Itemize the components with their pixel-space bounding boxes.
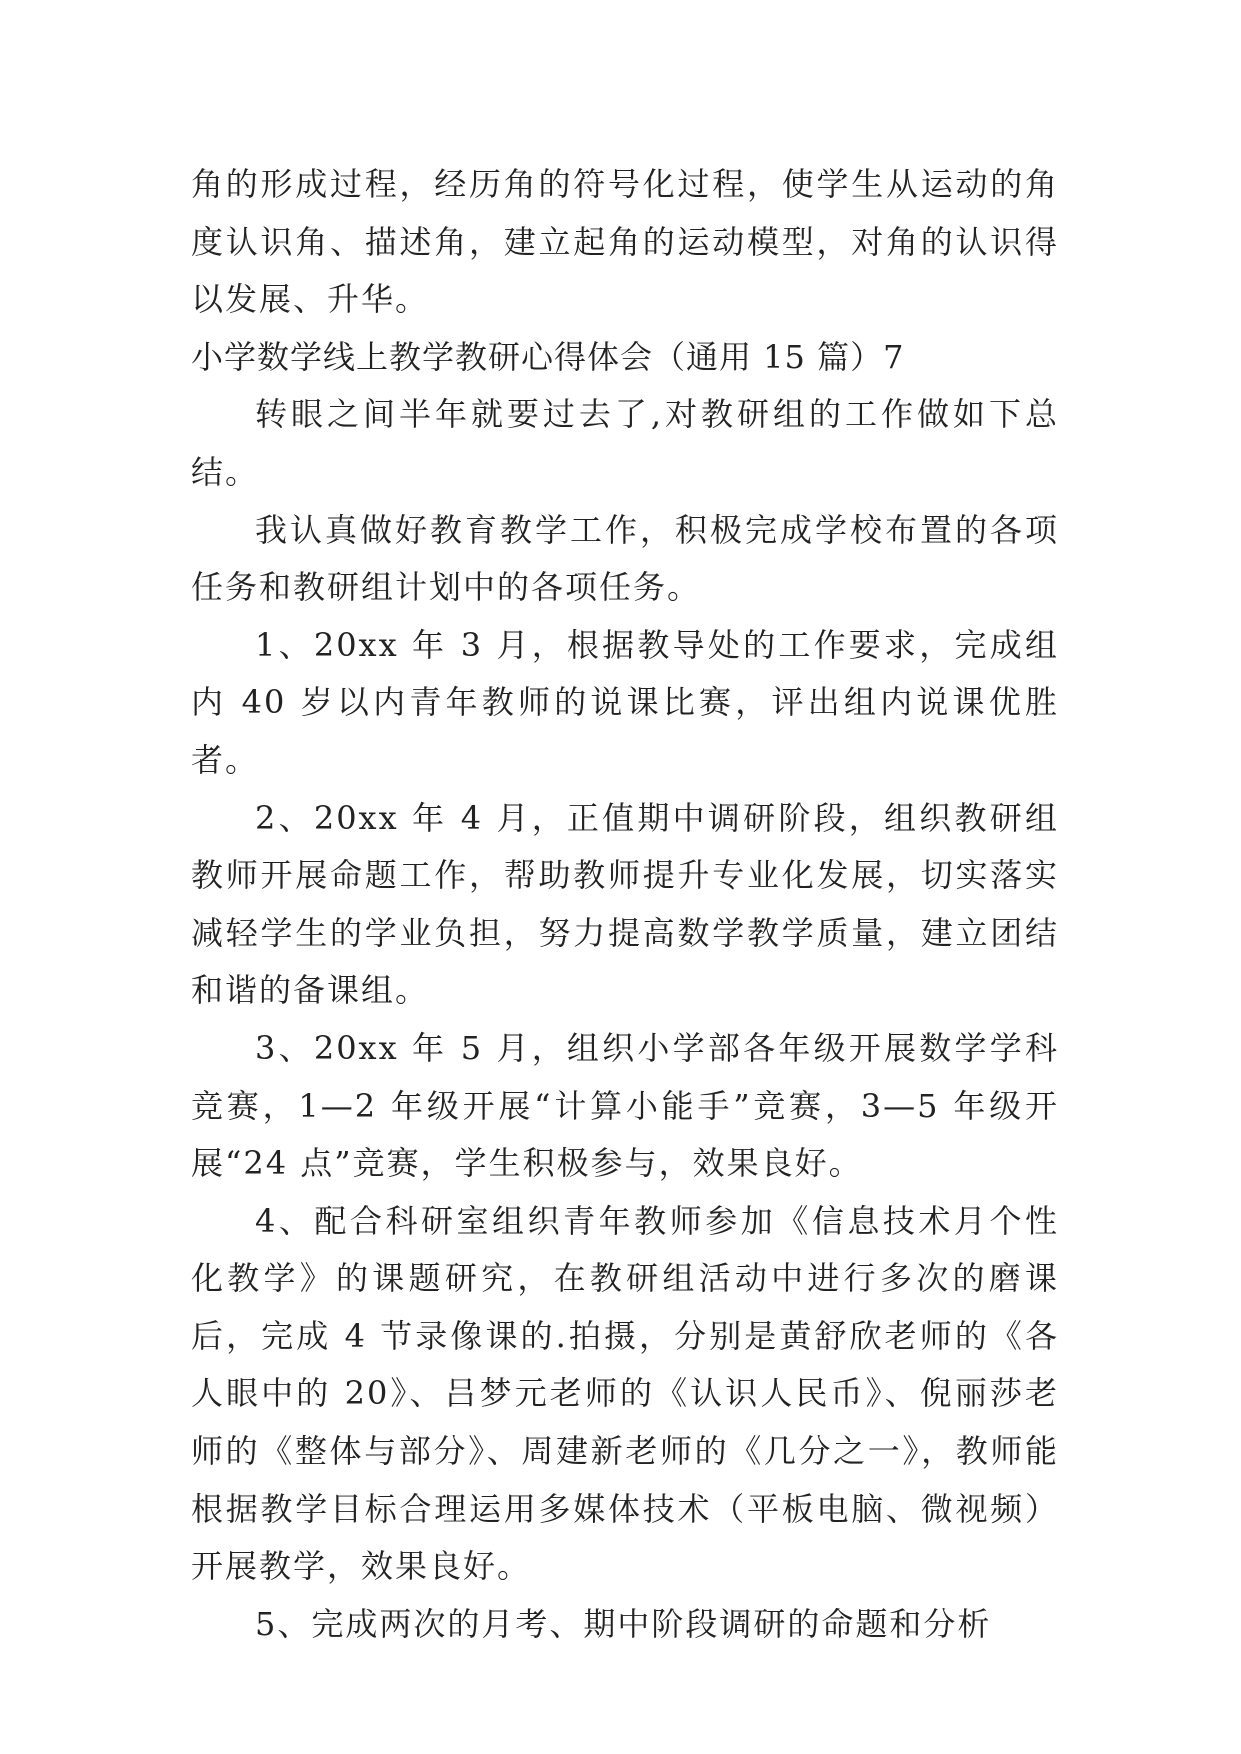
paragraph-intro-1: 转眼之间半年就要过去了,对教研组的工作做如下总结。 — [191, 395, 1059, 491]
section-heading: 小学数学线上教学教研心得体会（通用 15 篇）7 — [191, 337, 905, 376]
paragraph-intro-2: 我认真做好教育教学工作，积极完成学校布置的各项任务和教研组计划中的各项任务。 — [191, 510, 1059, 607]
paragraph-item-3: 3、20xx 年 5 月，组织小学部各年级开展数学学科竞赛，1—2 年级开展“计算小能手”竞赛，3—5 年级开展“24 点”竞赛，学生积极参与，效果良好。 — [191, 1028, 1059, 1183]
paragraph-item-2: 2、20xx 年 4 月，正值期中调研阶段，组织教研组教师开展命题工作，帮助教师提升专业化发展，切实落实减轻学生的学业负担，努力提高数学教学质量，建立团结和谐的备课组。 — [191, 798, 1059, 1010]
paragraph-item-4: 4、配合科研室组织青年教师参加《信息技术月个性化教学》的课题研究，在教研组活动中进行多次的磨课后，完成 4 节录像课的.拍摄，分别是黄舒欣老师的《各人眼中的 20》、吕梦元老师的《认识人民币》、倪丽莎老师的《整体与部分》、周建新老师的《几分之一》，教师能根据教学目标合理运用多媒体技术（平板电脑、微视频）开展教学，效果良好。 — [191, 1201, 1059, 1586]
paragraph-item-1: 1、20xx 年 3 月，根据教导处的工作要求，完成组内 40 岁以内青年教师的说课比赛，评出组内说课优胜者。 — [191, 625, 1059, 779]
paragraph-continuation: 角的形成过程，经历角的符号化过程，使学生从运动的角度认识角、描述角，建立起角的运动模型，对角的认识得以发展、升华。 — [191, 165, 1059, 319]
paragraph-item-5: 5、完成两次的月考、期中阶段调研的命题和分析 — [255, 1604, 992, 1643]
document-body — [191, 156, 1059, 1653]
